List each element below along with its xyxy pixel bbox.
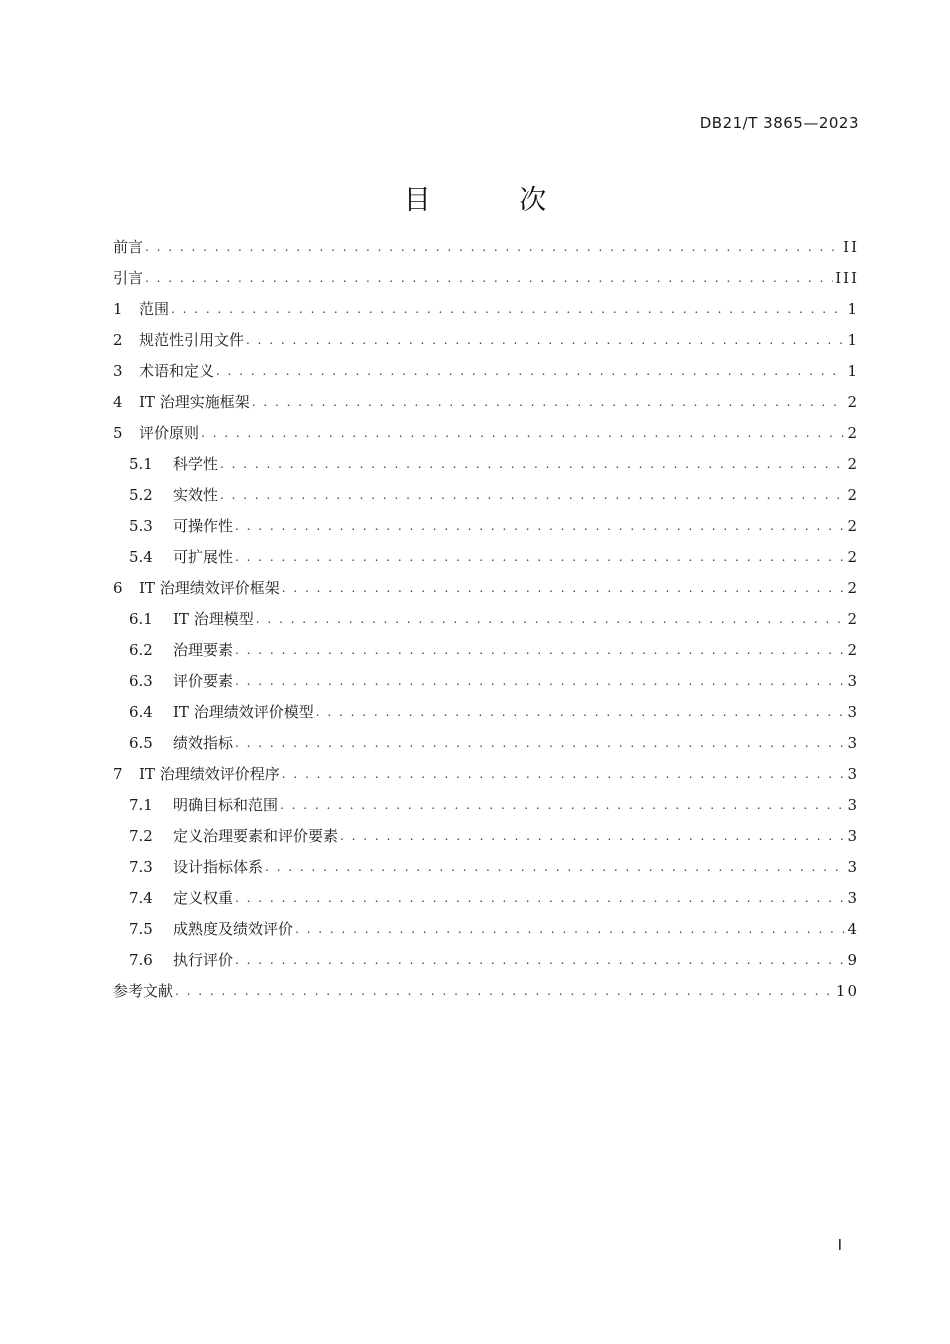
- toc-entry-page: 1: [847, 362, 859, 380]
- toc-entry-page: 1: [847, 331, 859, 349]
- toc-entry-page: 2: [847, 548, 859, 566]
- toc-entry[interactable]: [113, 629, 859, 660]
- toc-entry-label: IT 治理模型: [173, 610, 254, 628]
- toc-entry-number: 6.1: [129, 610, 153, 628]
- toc-entry-label: 绩效指标: [173, 734, 234, 752]
- toc-entry[interactable]: [113, 567, 859, 598]
- toc-entry[interactable]: [113, 753, 859, 784]
- toc-entry-label: 引言: [113, 269, 144, 287]
- toc-entry[interactable]: [113, 350, 859, 381]
- toc-dot-leader: [220, 454, 845, 474]
- toc-entry[interactable]: [113, 598, 859, 629]
- toc-entry-label: 执行评价: [173, 951, 234, 969]
- toc-dot-leader: [171, 299, 845, 319]
- toc-entry-page: 2: [847, 393, 859, 411]
- toc-dot-leader: [145, 237, 841, 257]
- toc-entry-label: 可操作性: [173, 517, 234, 535]
- toc-dot-leader: [252, 392, 846, 412]
- toc-dot-leader: [235, 671, 845, 691]
- toc-entry-page: 3: [847, 796, 859, 814]
- toc-entry-label: IT 治理绩效评价框架: [139, 579, 280, 597]
- toc-entry-number: 1: [113, 300, 123, 318]
- toc-entry-number: 5.2: [129, 486, 153, 504]
- toc-entry-page: 4: [847, 920, 859, 938]
- toc-entry-label: 定义治理要素和评价要素: [173, 827, 339, 845]
- toc-entry-number: 6.5: [129, 734, 153, 752]
- toc-entry-label: 实效性: [173, 486, 219, 504]
- toc-entry-number: 7.4: [129, 889, 153, 907]
- toc-entry-label: IT 治理绩效评价程序: [139, 765, 280, 783]
- toc-entry-number: 4: [113, 393, 123, 411]
- toc-entry-number: 2: [113, 331, 123, 349]
- toc-entry-number: 5.4: [129, 548, 153, 566]
- toc-entry-page: 3: [847, 703, 859, 721]
- toc-entry-label: IT 治理实施框架: [139, 393, 250, 411]
- toc-entry[interactable]: [113, 691, 859, 722]
- toc-entry[interactable]: [113, 877, 859, 908]
- toc-entry-page: 2: [847, 486, 859, 504]
- toc-entry-page: 2: [847, 579, 859, 597]
- toc-entry-number: 6.3: [129, 672, 153, 690]
- toc-dot-leader: [235, 547, 845, 567]
- toc-entry-number: 6.2: [129, 641, 153, 659]
- toc-entry-label: 明确目标和范围: [173, 796, 279, 814]
- toc-entry[interactable]: [113, 381, 859, 412]
- toc-entry[interactable]: [113, 226, 859, 257]
- toc-entry-number: 7.3: [129, 858, 153, 876]
- toc-dot-leader: [256, 609, 846, 629]
- toc-dot-leader: [340, 826, 845, 846]
- toc-entry[interactable]: [113, 722, 859, 753]
- toc-entry-number: 7.2: [129, 827, 153, 845]
- toc-entry-label: 术语和定义: [139, 362, 215, 380]
- toc-entry[interactable]: [113, 319, 859, 350]
- toc-entry-number: 7.1: [129, 796, 153, 814]
- toc-entry[interactable]: [113, 257, 859, 288]
- toc-entry[interactable]: [113, 288, 859, 319]
- toc-entry-number: 7.6: [129, 951, 153, 969]
- toc-entry-page: 1: [847, 300, 859, 318]
- toc-entry-label: 评价原则: [139, 424, 200, 442]
- toc-entry-number: 5: [113, 424, 123, 442]
- toc-dot-leader: [235, 950, 845, 970]
- toc-entry[interactable]: [113, 784, 859, 815]
- toc-dot-leader: [316, 702, 846, 722]
- toc-entry[interactable]: [113, 970, 859, 1001]
- toc-entry[interactable]: [113, 815, 859, 846]
- toc-entry-page: 3: [847, 889, 859, 907]
- toc-dot-leader: [280, 795, 845, 815]
- toc-dot-leader: [265, 857, 845, 877]
- page-title: 目 次: [403, 185, 587, 216]
- toc-entry[interactable]: [113, 846, 859, 877]
- toc-entry-label: 设计指标体系: [173, 858, 264, 876]
- toc-entry[interactable]: [113, 412, 859, 443]
- toc-dot-leader: [246, 330, 845, 350]
- toc-entry-label: 前言: [113, 238, 144, 256]
- toc-entry-label: IT 治理绩效评价模型: [173, 703, 314, 721]
- toc-entry-page: III: [835, 269, 859, 287]
- toc-dot-leader: [282, 578, 846, 598]
- toc-dot-leader: [295, 919, 845, 939]
- toc-entry-page: 2: [847, 641, 859, 659]
- toc-entry[interactable]: [113, 939, 859, 970]
- toc-entry-page: 3: [847, 734, 859, 752]
- toc-entry-number: 7.5: [129, 920, 153, 938]
- toc-entry-label: 规范性引用文件: [139, 331, 245, 349]
- toc-dot-leader: [282, 764, 846, 784]
- toc-dot-leader: [235, 888, 845, 908]
- toc-entry-label: 评价要素: [173, 672, 234, 690]
- toc-entry-page: 2: [847, 517, 859, 535]
- toc-entry-page: 3: [847, 827, 859, 845]
- toc-dot-leader: [145, 268, 833, 288]
- toc-entry-number: 3: [113, 362, 123, 380]
- toc-entry-page: II: [843, 238, 859, 256]
- table-of-contents: [113, 226, 859, 1001]
- toc-entry-label: 可扩展性: [173, 548, 234, 566]
- toc-entry-page: 2: [847, 424, 859, 442]
- toc-entry-label: 参考文献: [113, 982, 174, 1000]
- toc-dot-leader: [235, 733, 845, 753]
- toc-entry-number: 5.3: [129, 517, 153, 535]
- toc-entry[interactable]: [113, 536, 859, 567]
- toc-entry-label: 范围: [139, 300, 170, 318]
- toc-entry-label: 治理要素: [173, 641, 234, 659]
- toc-entry-label: 成熟度及绩效评价: [173, 920, 294, 938]
- toc-entry-number: 7: [113, 765, 123, 783]
- toc-entry[interactable]: [113, 505, 859, 536]
- toc-dot-leader: [235, 516, 845, 536]
- toc-entry[interactable]: [113, 443, 859, 474]
- document-code: DB21/T 3865—2023: [699, 114, 859, 132]
- toc-entry[interactable]: [113, 474, 859, 505]
- toc-dot-leader: [235, 640, 845, 660]
- page-number: I: [837, 1236, 842, 1254]
- toc-entry-page: 3: [847, 765, 859, 783]
- toc-entry-label: 科学性: [173, 455, 219, 473]
- toc-entry[interactable]: [113, 908, 859, 939]
- toc-entry-page: 2: [847, 455, 859, 473]
- toc-dot-leader: [175, 981, 834, 1001]
- toc-entry-page: 2: [847, 610, 859, 628]
- toc-entry-page: 3: [847, 858, 859, 876]
- toc-dot-leader: [201, 423, 845, 443]
- toc-entry-number: 6: [113, 579, 123, 597]
- toc-entry-page: 3: [847, 672, 859, 690]
- toc-entry-page: 9: [847, 951, 859, 969]
- toc-entry-number: 5.1: [129, 455, 153, 473]
- toc-dot-leader: [216, 361, 845, 381]
- toc-entry[interactable]: [113, 660, 859, 691]
- toc-entry-number: 6.4: [129, 703, 153, 721]
- toc-entry-label: 定义权重: [173, 889, 234, 907]
- toc-entry-page: 10: [835, 982, 859, 1000]
- toc-dot-leader: [220, 485, 845, 505]
